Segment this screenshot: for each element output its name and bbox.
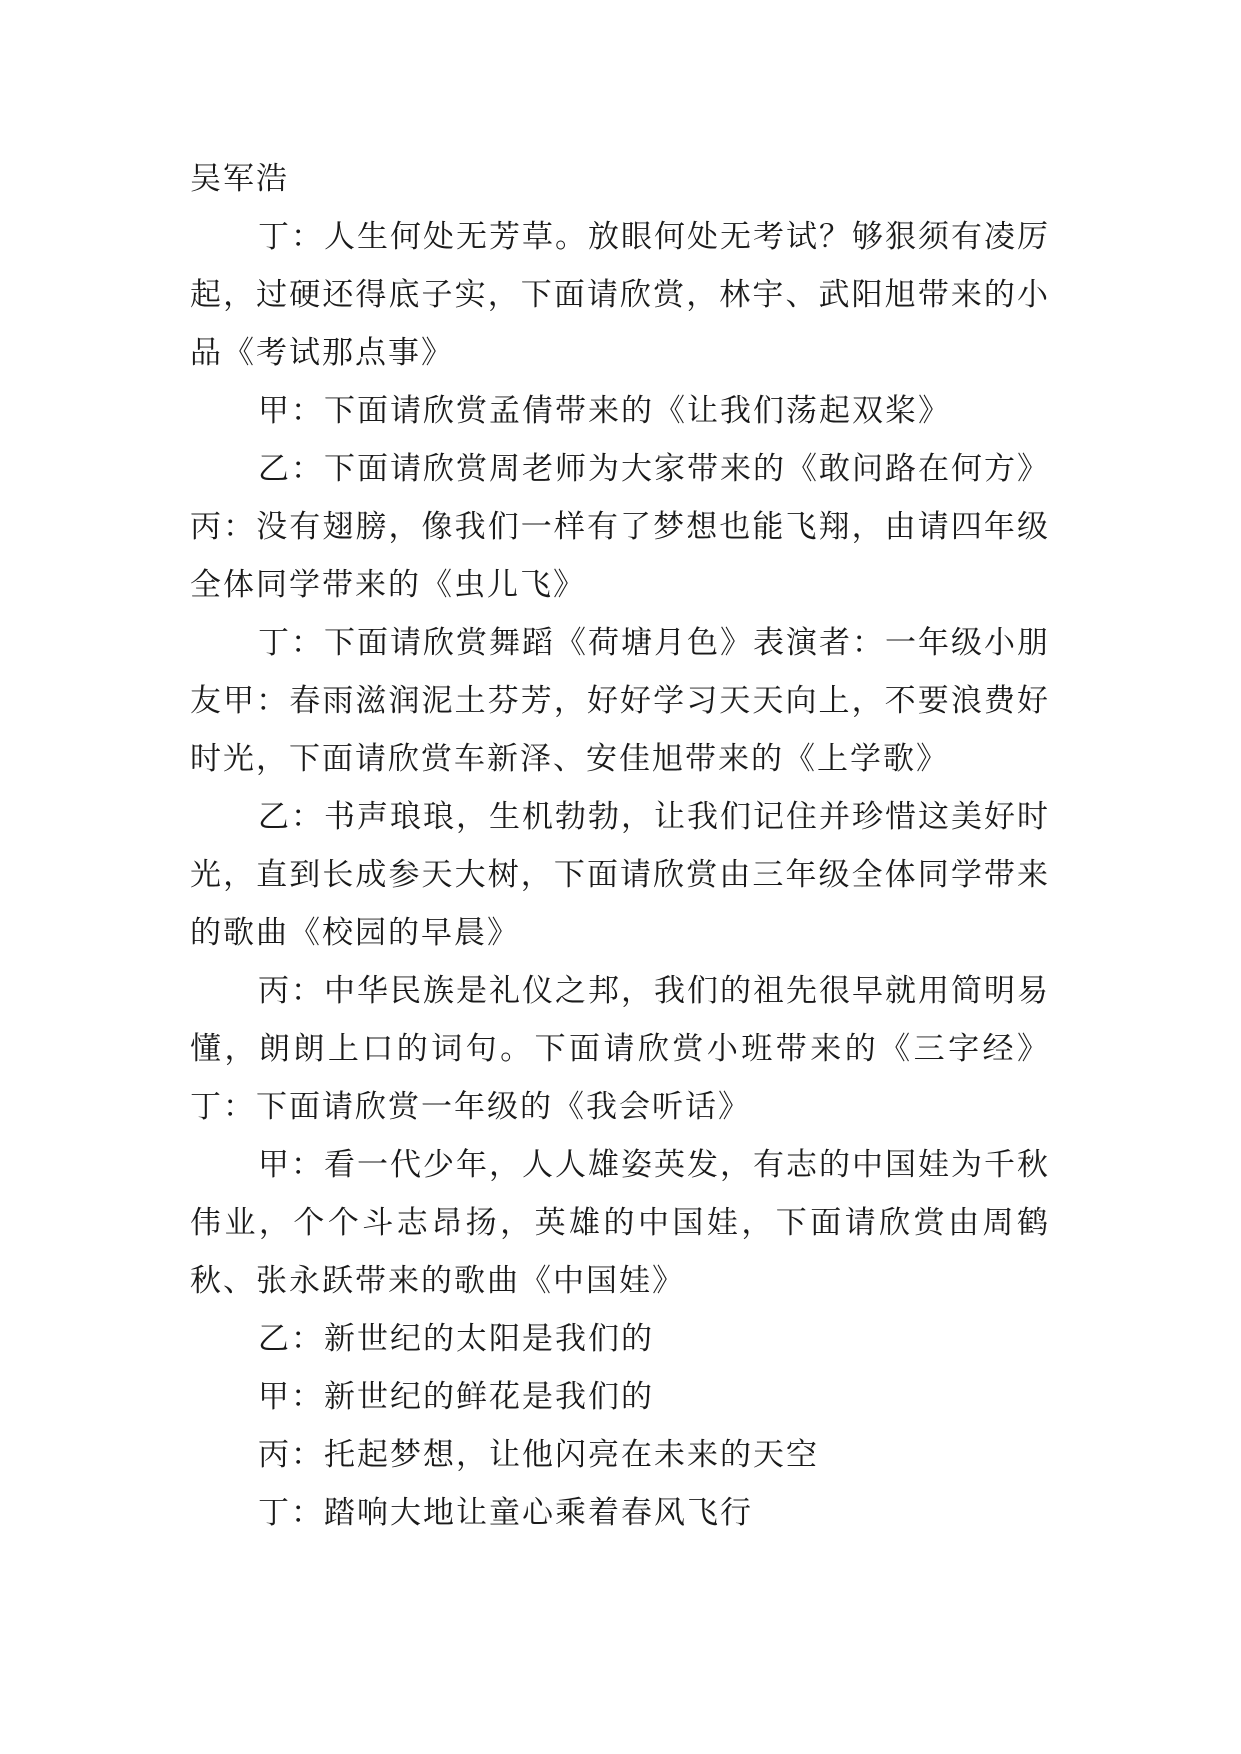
- paragraph: 甲：看一代少年，人人雄姿英发，有志的中国娃为千秋伟业，个个斗志昂扬，英雄的中国娃，下面请欣赏由周鹤秋、张永跃带来的歌曲《中国娃》: [190, 1147, 1050, 1299]
- document-body: [190, 150, 1050, 1542]
- paragraph: 丙：中华民族是礼仪之邦，我们的祖先很早就用简明易懂，朗朗上口的词句。下面请欣赏小班带来的《三字经》丁：下面请欣赏一年级的《我会听话》: [190, 973, 1050, 1125]
- paragraph: 丙：托起梦想，让他闪亮在未来的天空: [258, 1437, 819, 1473]
- paragraph: 乙：新世纪的太阳是我们的: [258, 1321, 654, 1357]
- author-line: 吴军浩: [190, 161, 289, 197]
- paragraph: 丁：下面请欣赏舞蹈《荷塘月色》表演者：一年级小朋友甲：春雨滋润泥土芬芳，好好学习天天向上，不要浪费好时光，下面请欣赏车新泽、安佳旭带来的《上学歌》: [190, 625, 1050, 777]
- paragraph: 丙：没有翅膀，像我们一样有了梦想也能飞翔，由请四年级全体同学带来的《虫儿飞》: [190, 509, 1050, 603]
- paragraph: 甲：新世纪的鲜花是我们的: [258, 1379, 654, 1415]
- paragraph: 乙：下面请欣赏周老师为大家带来的《敢问路在何方》: [258, 451, 1050, 487]
- paragraph: 甲：下面请欣赏孟倩带来的《让我们荡起双桨》: [258, 393, 951, 429]
- paragraph: 丁：人生何处无芳草。放眼何处无考试？够狠须有凌厉起，过硬还得底子实，下面请欣赏，林宇、武阳旭带来的小品《考试那点事》: [190, 219, 1050, 371]
- paragraph: 乙：书声琅琅，生机勃勃，让我们记住并珍惜这美好时光，直到长成参天大树，下面请欣赏由三年级全体同学带来的歌曲《校园的早晨》: [190, 799, 1050, 951]
- paragraph: 丁：踏响大地让童心乘着春风飞行: [258, 1495, 753, 1531]
